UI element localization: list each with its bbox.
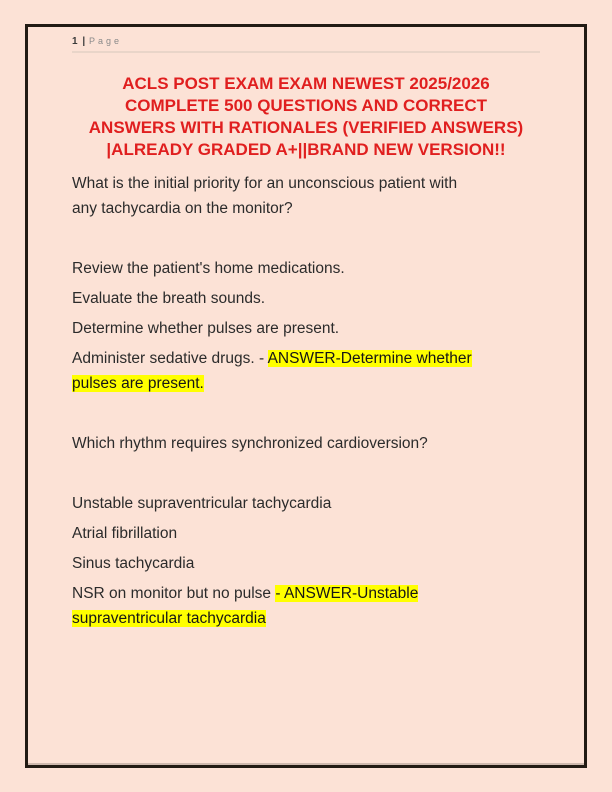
empty-paragraph bbox=[72, 461, 540, 486]
answer-option-with-answer bbox=[72, 346, 540, 396]
text-line bbox=[72, 551, 540, 576]
text-line bbox=[72, 581, 540, 606]
text-segment: NSR on monitor but no pulse bbox=[72, 585, 276, 602]
text-line bbox=[72, 256, 540, 281]
text-segment: Sinus tachycardia bbox=[72, 555, 195, 572]
page-number: 1 bbox=[72, 36, 79, 47]
text-segment: Determine whether pulses are present. bbox=[72, 320, 340, 337]
page-number-separator: | bbox=[82, 36, 86, 47]
answer-option bbox=[72, 256, 540, 281]
empty-paragraph bbox=[72, 401, 540, 426]
highlighted-answer-text: - ANSWER-Unstable bbox=[275, 585, 419, 602]
document-body bbox=[72, 171, 540, 631]
title-line: ACLS POST EXAM EXAM NEWEST 2025/2026 bbox=[122, 74, 490, 93]
empty-paragraph bbox=[72, 226, 540, 251]
answer-option bbox=[72, 491, 540, 516]
text-line bbox=[72, 346, 540, 371]
page-label: Page bbox=[88, 36, 122, 46]
highlighted-answer-text: supraventricular tachycardia bbox=[72, 610, 266, 627]
answer-option bbox=[72, 521, 540, 546]
page-content bbox=[72, 36, 540, 636]
title-line: COMPLETE 500 QUESTIONS AND CORRECT bbox=[124, 96, 488, 115]
text-segment: Evaluate the breath sounds. bbox=[72, 290, 266, 307]
text-line bbox=[72, 371, 540, 396]
title-line: ANSWERS WITH RATIONALES (VERIFIED ANSWERS) bbox=[88, 118, 524, 137]
text-line bbox=[72, 491, 540, 516]
text-line bbox=[72, 431, 540, 456]
text-line bbox=[72, 606, 540, 631]
question-text bbox=[72, 431, 540, 456]
text-segment: Which rhythm requires synchronized cardioversion? bbox=[72, 435, 428, 452]
text-line bbox=[72, 521, 540, 546]
text-line bbox=[72, 171, 540, 196]
text-segment: Review the patient's home medications. bbox=[72, 260, 345, 277]
text-segment: What is the initial priority for an unconscious patient with bbox=[72, 175, 458, 192]
text-segment: Atrial fibrillation bbox=[72, 525, 178, 542]
title-line: |ALREADY GRADED A+||BRAND NEW VERSION!! bbox=[106, 140, 506, 159]
answer-option-with-answer bbox=[72, 581, 540, 631]
document-title bbox=[72, 73, 540, 161]
text-segment: Unstable supraventricular tachycardia bbox=[72, 495, 332, 512]
answer-option bbox=[72, 316, 540, 341]
text-line bbox=[72, 196, 540, 221]
text-segment: Administer sedative drugs. - bbox=[72, 350, 268, 367]
page-header bbox=[72, 36, 540, 53]
text-segment: any tachycardia on the monitor? bbox=[72, 200, 293, 217]
answer-option bbox=[72, 551, 540, 576]
text-line bbox=[72, 316, 540, 341]
highlighted-answer-text: pulses are present. bbox=[72, 375, 204, 392]
text-line bbox=[72, 286, 540, 311]
answer-option bbox=[72, 286, 540, 311]
highlighted-answer-text: ANSWER-Determine whether bbox=[267, 350, 472, 367]
question-text bbox=[72, 171, 540, 221]
